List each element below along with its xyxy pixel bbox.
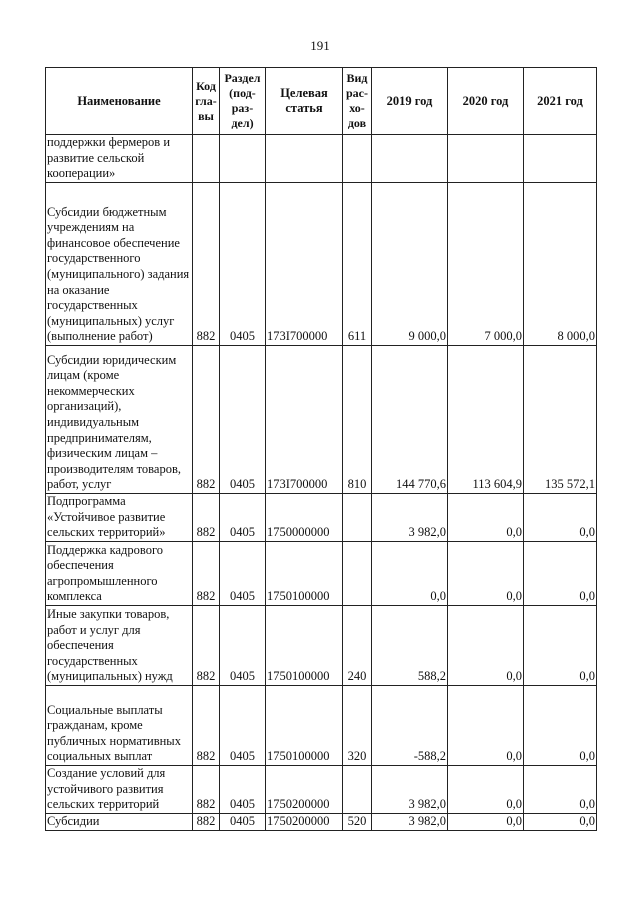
row-section: 0405 — [220, 686, 266, 766]
row-2020: 0,0 — [448, 606, 524, 686]
row-2020: 0,0 — [448, 766, 524, 814]
row-2020: 7 000,0 — [448, 183, 524, 346]
row-2020: 0,0 — [448, 542, 524, 606]
row-2021: 0,0 — [524, 494, 597, 542]
row-type — [343, 135, 372, 183]
row-2020 — [448, 135, 524, 183]
row-2021: 0,0 — [524, 766, 597, 814]
row-code: 882 — [193, 183, 220, 346]
page-number: 191 — [310, 38, 330, 53]
row-target: 173I700000 — [266, 346, 343, 494]
row-target: 1750200000 — [266, 766, 343, 814]
row-section: 0405 — [220, 183, 266, 346]
row-name: Социальные выплаты гражданам, кроме публичных нормативных социальных выплат — [46, 686, 193, 766]
header-target: Целевая статья — [266, 68, 343, 135]
row-code: 882 — [193, 542, 220, 606]
row-name: Создание условий для устойчивого развития сельских территорий — [46, 766, 193, 814]
table-row — [46, 686, 597, 766]
row-code: 882 — [193, 606, 220, 686]
table-row — [46, 542, 597, 606]
row-type — [343, 542, 372, 606]
row-code: 882 — [193, 766, 220, 814]
row-2019: 588,2 — [372, 606, 448, 686]
table-row — [46, 346, 597, 494]
row-2020: 0,0 — [448, 814, 524, 831]
row-target: 1750000000 — [266, 494, 343, 542]
row-2019: 3 982,0 — [372, 766, 448, 814]
row-type: 240 — [343, 606, 372, 686]
row-code: 882 — [193, 346, 220, 494]
row-type: 810 — [343, 346, 372, 494]
row-2021: 0,0 — [524, 606, 597, 686]
row-name: Субсидии юридическим лицам (кроме некоммерческих организаций), индивидуальным предпринимателям, физическим лицам – производителям товаров, работ, услуг — [46, 346, 193, 494]
row-2021: 0,0 — [524, 686, 597, 766]
row-section: 0405 — [220, 494, 266, 542]
row-name: Подпрограмма «Устойчивое развитие сельских территорий» — [46, 494, 193, 542]
row-target: 1750200000 — [266, 814, 343, 831]
header-name: Наименование — [46, 68, 193, 135]
row-target: 1750100000 — [266, 606, 343, 686]
row-2019: 3 982,0 — [372, 494, 448, 542]
header-section: Раздел (под- раз- дел) — [220, 68, 266, 135]
row-2019: -588,2 — [372, 686, 448, 766]
table-row — [46, 183, 597, 346]
row-2021 — [524, 135, 597, 183]
row-2021: 0,0 — [524, 542, 597, 606]
row-name: Субсидии бюджетным учреждениям на финансовое обеспечение государственного (муниципального) задания на оказание государственных (муниципальных) услуг (выполнение работ) — [46, 183, 193, 346]
table-row — [46, 814, 597, 831]
header-code: Код гла- вы — [193, 68, 220, 135]
row-2021: 0,0 — [524, 814, 597, 831]
row-code — [193, 135, 220, 183]
row-name: Субсидии — [46, 814, 193, 831]
row-type: 320 — [343, 686, 372, 766]
row-type: 611 — [343, 183, 372, 346]
header-type: Вид рас- хо- дов — [343, 68, 372, 135]
row-code: 882 — [193, 814, 220, 831]
table-row — [46, 766, 597, 814]
row-section: 0405 — [220, 766, 266, 814]
row-name: Поддержка кадрового обеспечения агропромышленного комплекса — [46, 542, 193, 606]
row-2019: 3 982,0 — [372, 814, 448, 831]
row-type — [343, 494, 372, 542]
row-2019: 9 000,0 — [372, 183, 448, 346]
row-type: 520 — [343, 814, 372, 831]
header-2021: 2021 год — [524, 68, 597, 135]
table-row — [46, 494, 597, 542]
row-2021: 8 000,0 — [524, 183, 597, 346]
row-2019 — [372, 135, 448, 183]
row-section: 0405 — [220, 606, 266, 686]
row-type — [343, 766, 372, 814]
header-2019: 2019 год — [372, 68, 448, 135]
row-target: 1750100000 — [266, 542, 343, 606]
row-2021: 135 572,1 — [524, 346, 597, 494]
row-section: 0405 — [220, 814, 266, 831]
row-target: 1750100000 — [266, 686, 343, 766]
row-2020: 0,0 — [448, 686, 524, 766]
row-code: 882 — [193, 494, 220, 542]
row-section — [220, 135, 266, 183]
header-2020: 2020 год — [448, 68, 524, 135]
row-2019: 144 770,6 — [372, 346, 448, 494]
row-section: 0405 — [220, 346, 266, 494]
row-target: 173I700000 — [266, 183, 343, 346]
table-row — [46, 135, 597, 183]
row-target — [266, 135, 343, 183]
budget-table — [45, 67, 597, 831]
row-2020: 113 604,9 — [448, 346, 524, 494]
table-row — [46, 606, 597, 686]
row-code: 882 — [193, 686, 220, 766]
row-section: 0405 — [220, 542, 266, 606]
row-2019: 0,0 — [372, 542, 448, 606]
row-name: Иные закупки товаров, работ и услуг для обеспечения государственных (муниципальных) нужд — [46, 606, 193, 686]
row-name: поддержки фермеров и развитие сельской кооперации» — [46, 135, 193, 183]
header-row — [46, 68, 597, 135]
row-2020: 0,0 — [448, 494, 524, 542]
